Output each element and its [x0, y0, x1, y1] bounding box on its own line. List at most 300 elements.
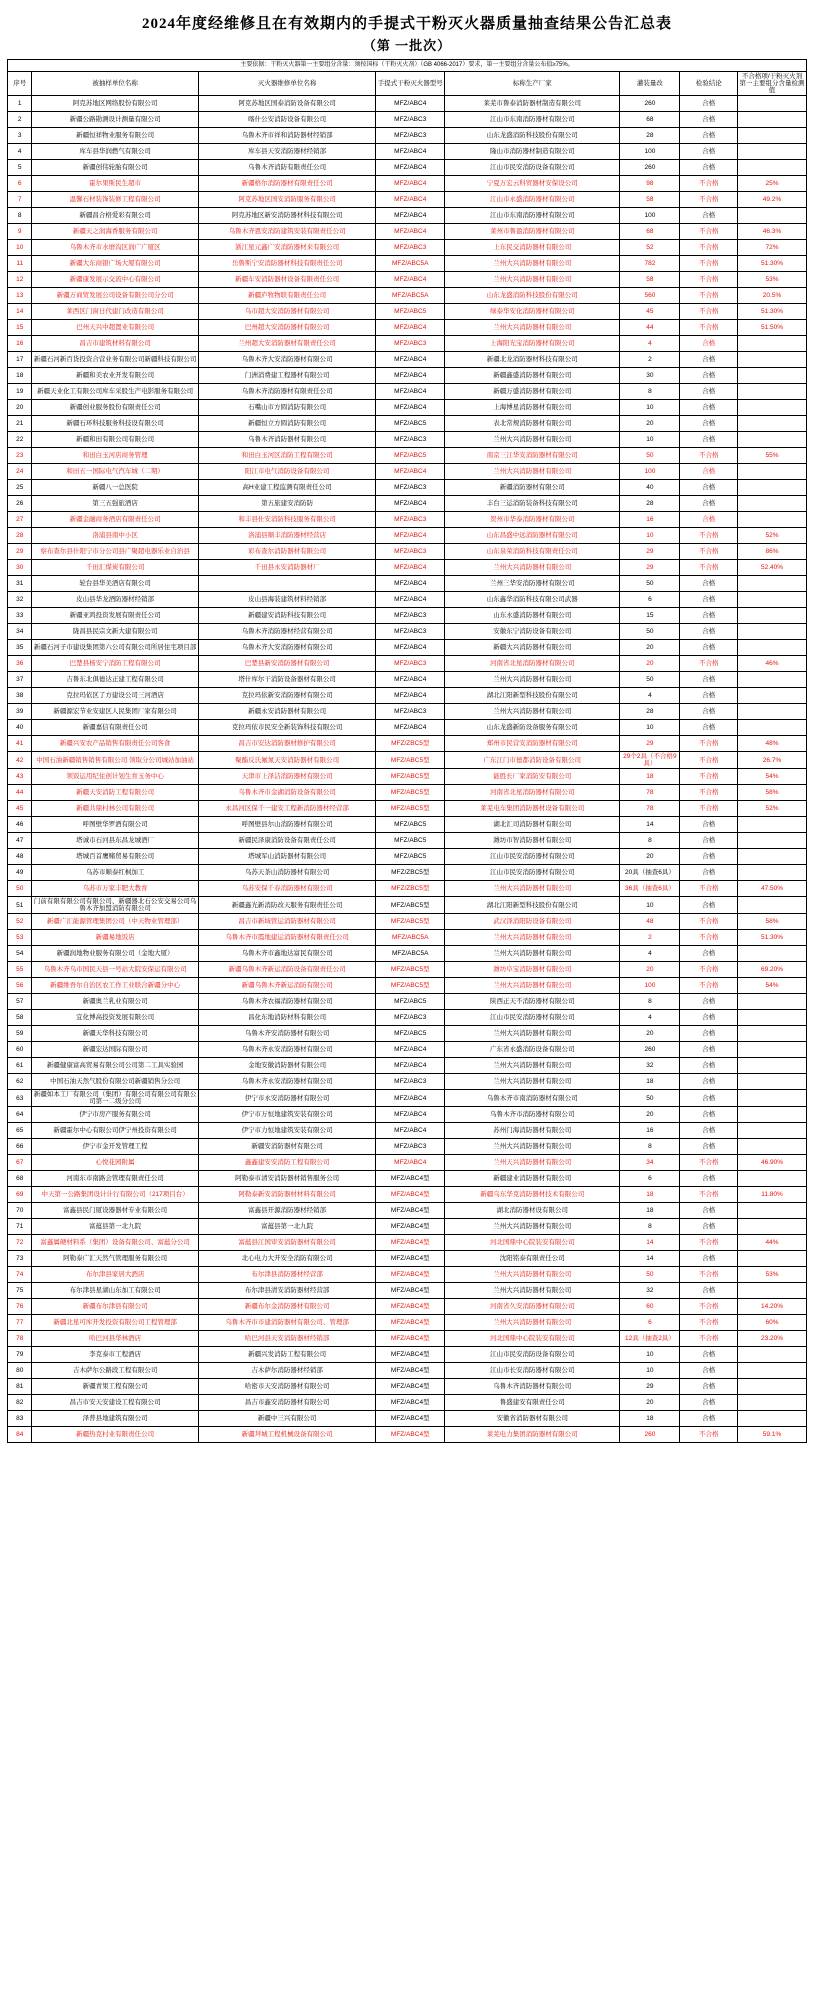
table-row: [8, 1411, 807, 1427]
cell-failed-item: 58%: [738, 785, 807, 801]
cell-quantity: 10: [620, 720, 680, 736]
table-row: [8, 416, 807, 432]
cell-maintenance-unit: 呼图壁县尔山消防器材有限公司: [198, 817, 376, 833]
cell-failed-item: 60%: [738, 1315, 807, 1331]
cell-failed-item: 54%: [738, 769, 807, 785]
cell-maintenance-unit: 新疆格尔消防器材有限责任公司: [198, 176, 376, 192]
table-row: [8, 496, 807, 512]
cell-failed-item: [738, 1171, 807, 1187]
cell-maintenance-unit: 阿克苏地区新安消防器材科技有限公司: [198, 208, 376, 224]
cell-manufacturer: 广东江门市德都消防设备有限公司: [445, 752, 620, 769]
cell-sampled-unit: 中国石油天然气股份有限公司新疆销售分公司: [32, 1074, 198, 1090]
cell-quantity: 29: [620, 544, 680, 560]
cell-failed-item: 14.20%: [738, 1299, 807, 1315]
cell-conclusion: 不合格: [680, 320, 738, 336]
cell-maintenance-unit: 乌鲁木齐市鑫地达富民有限公司: [198, 946, 376, 962]
cell-maintenance-unit: 乌苏安保千春消防器材有限公司: [198, 881, 376, 897]
cell-quantity: 8: [620, 1219, 680, 1235]
cell-model: MFZ/ABC3: [376, 432, 445, 448]
cell-manufacturer: 兰州大兴消防器材有限公司: [445, 946, 620, 962]
table-row: [8, 672, 807, 688]
table-row: [8, 704, 807, 720]
cell-row-no: 53: [8, 930, 32, 946]
cell-quantity: 10: [620, 528, 680, 544]
cell-row-no: 19: [8, 384, 32, 400]
cell-failed-item: [738, 592, 807, 608]
cell-quantity: 29: [620, 1379, 680, 1395]
cell-model: MFZ/ABC5: [376, 416, 445, 432]
cell-row-no: 65: [8, 1123, 32, 1139]
cell-manufacturer: 上东民交消防器材有限公司: [445, 240, 620, 256]
cell-quantity: 4: [620, 336, 680, 352]
table-row: [8, 432, 807, 448]
cell-row-no: 4: [8, 144, 32, 160]
col-header-maintenance-unit: 灭火器维修单位名称: [198, 72, 376, 96]
cell-failed-item: [738, 688, 807, 704]
cell-sampled-unit: 新疆布尔津县有限公司: [32, 1299, 198, 1315]
cell-manufacturer: 潍坊阜宝消防器材有限公司: [445, 962, 620, 978]
cell-quantity: 4: [620, 946, 680, 962]
cell-row-no: 30: [8, 560, 32, 576]
table-row: [8, 720, 807, 736]
cell-sampled-unit: 伊宁市房产服务有限公司: [32, 1107, 198, 1123]
cell-row-no: 55: [8, 962, 32, 978]
cell-row-no: 54: [8, 946, 32, 962]
cell-failed-item: [738, 208, 807, 224]
cell-row-no: 12: [8, 272, 32, 288]
cell-manufacturer: 兰州大兴消防器材有限公司: [445, 930, 620, 946]
cell-sampled-unit: 富鑫属硬材料系（集团）设备有限公司、富蕴分公司: [32, 1235, 198, 1251]
cell-failed-item: [738, 480, 807, 496]
cell-quantity: 30: [620, 368, 680, 384]
cell-manufacturer: 新疆万盛消防器材有限公司: [445, 384, 620, 400]
table-row: [8, 1395, 807, 1411]
cell-conclusion: 不合格: [680, 192, 738, 208]
cell-quantity: 29个2具（不合格9具）: [620, 752, 680, 769]
cell-maintenance-unit: 乌鲁木齐消防器材经营有限公司: [198, 624, 376, 640]
cell-manufacturer: 新疆北龙消防器材科技有限公司: [445, 352, 620, 368]
cell-row-no: 9: [8, 224, 32, 240]
cell-row-no: 48: [8, 849, 32, 865]
cell-sampled-unit: 乌苏市万家丰肥大教育: [32, 881, 198, 897]
cell-sampled-unit: 莱西区门窗日代建门改造有限公司: [32, 304, 198, 320]
cell-failed-item: 58%: [738, 914, 807, 930]
cell-quantity: 34: [620, 1155, 680, 1171]
cell-quantity: 16: [620, 1123, 680, 1139]
cell-maintenance-unit: 乌苏天茶山消防器材有限公司: [198, 865, 376, 881]
cell-maintenance-unit: 乌鲁木齐安消防器材有限公司: [198, 1026, 376, 1042]
cell-quantity: 260: [620, 160, 680, 176]
cell-quantity: 48: [620, 914, 680, 930]
cell-conclusion: 不合格: [680, 978, 738, 994]
cell-quantity: 60: [620, 1299, 680, 1315]
cell-conclusion: 合格: [680, 1203, 738, 1219]
cell-conclusion: 合格: [680, 1347, 738, 1363]
table-row: [8, 304, 807, 320]
table-row: [8, 176, 807, 192]
table-row: [8, 656, 807, 672]
cell-manufacturer: 新疆建业消防器材有限公司: [445, 1171, 620, 1187]
table-row: [8, 865, 807, 881]
table-row: [8, 817, 807, 833]
cell-manufacturer: 乌鲁木齐消防器材有限公司: [445, 1379, 620, 1395]
table-row: [8, 1379, 807, 1395]
table-row: [8, 112, 807, 128]
cell-failed-item: [738, 1379, 807, 1395]
cell-failed-item: [738, 96, 807, 112]
cell-row-no: 82: [8, 1395, 32, 1411]
table-row: [8, 272, 807, 288]
table-row: [8, 1251, 807, 1267]
cell-row-no: 69: [8, 1187, 32, 1203]
cell-sampled-unit: 新疆恒祥物业服务有限公司: [32, 128, 198, 144]
cell-manufacturer: 陕西正天不消防器材有限公司: [445, 994, 620, 1010]
table-row: [8, 801, 807, 817]
cell-maintenance-unit: 库车县天安消防器材经销部: [198, 144, 376, 160]
table-row: [8, 1123, 807, 1139]
cell-sampled-unit: 塔诚市石河县东昌龙城酒厂: [32, 833, 198, 849]
cell-model: MFZ/ABC4: [376, 592, 445, 608]
table-row: [8, 144, 807, 160]
cell-sampled-unit: 洛浦县南中小区: [32, 528, 198, 544]
cell-quantity: 782: [620, 256, 680, 272]
cell-maintenance-unit: 鑫鑫建安安消防工程有限公司: [198, 1155, 376, 1171]
cell-row-no: 36: [8, 656, 32, 672]
cell-row-no: 46: [8, 817, 32, 833]
cell-failed-item: [738, 672, 807, 688]
table-row: [8, 592, 807, 608]
cell-conclusion: 合格: [680, 1379, 738, 1395]
cell-row-no: 26: [8, 496, 32, 512]
cell-failed-item: [738, 624, 807, 640]
table-row: [8, 1203, 807, 1219]
cell-conclusion: 不合格: [680, 881, 738, 897]
cell-manufacturer: 湖北江阳新型科技股份有限公司: [445, 897, 620, 914]
cell-row-no: 31: [8, 576, 32, 592]
cell-manufacturer: 山东龙盛消防科技股份有限公司: [445, 128, 620, 144]
cell-maintenance-unit: 新疆拜城工程机械设备有限公司: [198, 1427, 376, 1443]
cell-maintenance-unit: 皮山县海装建筑材料经销部: [198, 592, 376, 608]
cell-quantity: 40: [620, 480, 680, 496]
cell-row-no: 76: [8, 1299, 32, 1315]
cell-failed-item: [738, 640, 807, 656]
cell-model: MFZ/ABC3: [376, 1010, 445, 1026]
cell-manufacturer: 兰州大兴消防器材有限公司: [445, 1058, 620, 1074]
cell-manufacturer: 苏州门海消防器材有限公司: [445, 1123, 620, 1139]
cell-quantity: 52: [620, 240, 680, 256]
table-row: [8, 624, 807, 640]
cell-quantity: 18: [620, 769, 680, 785]
cell-conclusion: 合格: [680, 1090, 738, 1107]
cell-maintenance-unit: 聚酯反氏氟氮天安消防器材有限公司: [198, 752, 376, 769]
cell-manufacturer: 江山市民安消防器材有限公司: [445, 865, 620, 881]
cell-conclusion: 不合格: [680, 656, 738, 672]
cell-maintenance-unit: 哈密市天安消防器材有限公司: [198, 1379, 376, 1395]
table-header-row: [8, 72, 807, 96]
cell-failed-item: 48%: [738, 736, 807, 752]
cell-manufacturer: 上海博星消防器材有限公司: [445, 400, 620, 416]
cell-quantity: 8: [620, 833, 680, 849]
cell-sampled-unit: 泽普县地建筑有限公司: [32, 1411, 198, 1427]
cell-manufacturer: 江山市民安消防设备有限公司: [445, 1347, 620, 1363]
cell-maintenance-unit: 哈巴河县天安消防器材经销部: [198, 1331, 376, 1347]
cell-manufacturer: 兰州大兴消防器材有限公司: [445, 1283, 620, 1299]
cell-failed-item: [738, 1090, 807, 1107]
cell-conclusion: 合格: [680, 817, 738, 833]
cell-quantity: 10: [620, 432, 680, 448]
cell-maintenance-unit: 富鑫县开源消防器材经销部: [198, 1203, 376, 1219]
cell-sampled-unit: 克拉玛依区了方建设公司三河酒店: [32, 688, 198, 704]
table-row: [8, 736, 807, 752]
cell-conclusion: 不合格: [680, 914, 738, 930]
cell-conclusion: 合格: [680, 432, 738, 448]
cell-model: MFZ/ABC5: [376, 448, 445, 464]
cell-conclusion: 合格: [680, 592, 738, 608]
cell-manufacturer: 江山市东南消防器材有限公司: [445, 112, 620, 128]
cell-manufacturer: 江山市民安消防设备有限公司: [445, 160, 620, 176]
cell-row-no: 66: [8, 1139, 32, 1155]
cell-manufacturer: 新疆鑫盛消防器材有限公司: [445, 368, 620, 384]
cell-sampled-unit: 新疆维吾尔自治区农工作工业联合新疆分中心: [32, 978, 198, 994]
cell-failed-item: 51.30%: [738, 304, 807, 320]
cell-conclusion: 合格: [680, 704, 738, 720]
table-row: [8, 208, 807, 224]
cell-manufacturer: 上海阳光宝消防器材有限公司: [445, 336, 620, 352]
cell-row-no: 62: [8, 1074, 32, 1090]
cell-model: MFZ/ABC4型: [376, 1219, 445, 1235]
cell-manufacturer: 兰州大兴消防器材有限公司: [445, 432, 620, 448]
cell-row-no: 35: [8, 640, 32, 656]
table-row: [8, 528, 807, 544]
cell-quantity: 18: [620, 1411, 680, 1427]
table-row: [8, 1331, 807, 1347]
cell-maintenance-unit: 伊宁市万恒地建筑安装有限公司: [198, 1107, 376, 1123]
cell-quantity: 4: [620, 688, 680, 704]
cell-failed-item: [738, 946, 807, 962]
cell-manufacturer: 兰州大兴消防器材有限公司: [445, 1026, 620, 1042]
cell-conclusion: 合格: [680, 352, 738, 368]
cell-failed-item: [738, 576, 807, 592]
cell-sampled-unit: 新疆共鼎村林公司有限公司: [32, 801, 198, 817]
cell-sampled-unit: 中天第一公路集团设计计行有限公司（217项目台）: [32, 1187, 198, 1203]
cell-conclusion: 合格: [680, 1139, 738, 1155]
cell-model: MFZ/ABC4型: [376, 1395, 445, 1411]
cell-conclusion: 合格: [680, 464, 738, 480]
cell-model: MFZ/ABC3: [376, 336, 445, 352]
table-row: [8, 640, 807, 656]
table-row: [8, 400, 807, 416]
cell-sampled-unit: 布尔津县星湖山东加工有限公司: [32, 1283, 198, 1299]
table-row: [8, 224, 807, 240]
cell-sampled-unit: 布尔津县家居大酒店: [32, 1267, 198, 1283]
cell-manufacturer: 兰州大兴消防器材有限公司: [445, 978, 620, 994]
cell-sampled-unit: 新疆天业化工有限公司库车采股生产电影服务有限公司: [32, 384, 198, 400]
table-row: [8, 288, 807, 304]
cell-quantity: 78: [620, 801, 680, 817]
cell-manufacturer: 武汉泽消阳防设备有限公司: [445, 914, 620, 930]
cell-quantity: 36具（抽查6具）: [620, 881, 680, 897]
cell-row-no: 67: [8, 1155, 32, 1171]
cell-quantity: 29: [620, 560, 680, 576]
cell-model: MFZ/ABC4型: [376, 1347, 445, 1363]
cell-conclusion: 合格: [680, 576, 738, 592]
cell-quantity: 260: [620, 96, 680, 112]
cell-failed-item: [738, 1010, 807, 1026]
cell-row-no: 39: [8, 704, 32, 720]
cell-sampled-unit: 新疆嘉信有限责任公司: [32, 720, 198, 736]
table-row: [8, 1299, 807, 1315]
cell-maintenance-unit: 新疆恒立方圆消防有限公司: [198, 416, 376, 432]
cell-manufacturer: 贺州市华泰消防器材有限公司: [445, 512, 620, 528]
cell-quantity: 20: [620, 1395, 680, 1411]
col-header-sampled-unit: 被抽样单位名称: [32, 72, 198, 96]
cell-model: MFZ/ABC3: [376, 544, 445, 560]
cell-maintenance-unit: 巴州超大安消防器材有限公司: [198, 320, 376, 336]
cell-failed-item: 86%: [738, 544, 807, 560]
table-row: [8, 1267, 807, 1283]
cell-manufacturer: 鲁盛建安有限责任公司: [445, 1395, 620, 1411]
cell-conclusion: 合格: [680, 1107, 738, 1123]
cell-model: MFZ/ABC4: [376, 352, 445, 368]
cell-conclusion: 合格: [680, 1042, 738, 1058]
cell-quantity: 58: [620, 192, 680, 208]
cell-manufacturer: 湖北汇司消防器材有限公司: [445, 817, 620, 833]
cell-conclusion: 合格: [680, 368, 738, 384]
cell-quantity: 98: [620, 176, 680, 192]
cell-quantity: 50: [620, 1267, 680, 1283]
table-row: [8, 96, 807, 112]
cell-maintenance-unit: 石嘴山市方圆消防有限公司: [198, 400, 376, 416]
cell-conclusion: 合格: [680, 624, 738, 640]
cell-sampled-unit: 新疆金融商务酒店有限责任公司: [32, 512, 198, 528]
cell-sampled-unit: 新疆创业服务股份有限责任公司: [32, 400, 198, 416]
cell-model: MFZ/ABC5A: [376, 946, 445, 962]
cell-quantity: 2: [620, 352, 680, 368]
cell-row-no: 50: [8, 881, 32, 897]
cell-sampled-unit: 新疆天安消防工程有限公司: [32, 785, 198, 801]
table-row: [8, 560, 807, 576]
cell-maintenance-unit: 昌化东地消防材科有限公司: [198, 1010, 376, 1026]
cell-model: MFZ/ABC4型: [376, 1299, 445, 1315]
cell-conclusion: 不合格: [680, 1315, 738, 1331]
cell-model: MFZ/ABC4: [376, 272, 445, 288]
cell-maintenance-unit: 乌鲁木齐永安消防器材有限公司: [198, 1074, 376, 1090]
cell-quantity: 6: [620, 592, 680, 608]
cell-sampled-unit: 领饭运用纪住创计划生育玉务中心: [32, 769, 198, 785]
cell-failed-item: 52%: [738, 801, 807, 817]
cell-manufacturer: 莱芜电车集团消防器材设备有限公司: [445, 801, 620, 817]
table-row: [8, 785, 807, 801]
cell-conclusion: 合格: [680, 688, 738, 704]
cell-row-no: 60: [8, 1042, 32, 1058]
cell-conclusion: 合格: [680, 833, 738, 849]
cell-model: MFZ/ABC4: [376, 640, 445, 656]
cell-row-no: 73: [8, 1251, 32, 1267]
cell-sampled-unit: 新疆青果工程有限公司: [32, 1379, 198, 1395]
cell-sampled-unit: 陇昌县民宗文新大建有限公司: [32, 624, 198, 640]
cell-conclusion: 合格: [680, 720, 738, 736]
cell-row-no: 14: [8, 304, 32, 320]
table-row: [8, 544, 807, 560]
table-row: [8, 1347, 807, 1363]
cell-quantity: 20: [620, 962, 680, 978]
cell-maintenance-unit: 第五旅建安消防防: [198, 496, 376, 512]
cell-row-no: 16: [8, 336, 32, 352]
cell-row-no: 68: [8, 1171, 32, 1187]
cell-quantity: 4: [620, 1010, 680, 1026]
cell-model: MFZ/ABC3: [376, 112, 445, 128]
cell-quantity: 50: [620, 576, 680, 592]
cell-manufacturer: 兰州大兴消防器材有限公司: [445, 1219, 620, 1235]
cell-conclusion: 合格: [680, 480, 738, 496]
cell-manufacturer: 兰州三华安消防器材有限公司: [445, 576, 620, 592]
cell-maintenance-unit: 伊宁市力恒地建筑安装有限公司: [198, 1123, 376, 1139]
cell-conclusion: 合格: [680, 1010, 738, 1026]
cell-sampled-unit: 中国石油新疆销售销售有限公司 领取分公司城站加油站: [32, 752, 198, 769]
cell-quantity: 58: [620, 272, 680, 288]
cell-failed-item: 53%: [738, 1267, 807, 1283]
cell-manufacturer: 兰州大兴消防器材有限公司: [445, 1139, 620, 1155]
cell-manufacturer: 安徽省消防器材有限公司: [445, 1411, 620, 1427]
cell-maintenance-unit: 乌鲁木齐市金湖消防设备有限公司: [198, 785, 376, 801]
cell-quantity: 44: [620, 320, 680, 336]
cell-conclusion: 合格: [680, 1283, 738, 1299]
cell-row-no: 41: [8, 736, 32, 752]
table-row: [8, 1042, 807, 1058]
cell-failed-item: 52%: [738, 528, 807, 544]
cell-failed-item: 46.3%: [738, 224, 807, 240]
cell-manufacturer: 莱芜电力集团消防器材有限公司: [445, 1427, 620, 1443]
cell-quantity: 28: [620, 128, 680, 144]
cell-row-no: 24: [8, 464, 32, 480]
cell-failed-item: 25%: [738, 176, 807, 192]
cell-manufacturer: 郑州市民营安消防器材有限公司: [445, 736, 620, 752]
table-row: [8, 978, 807, 994]
cell-row-no: 83: [8, 1411, 32, 1427]
cell-row-no: 57: [8, 994, 32, 1010]
cell-row-no: 51: [8, 897, 32, 914]
cell-manufacturer: 丰台三运消防装备科技有限公司: [445, 496, 620, 512]
cell-quantity: 260: [620, 1427, 680, 1443]
table-row: [8, 914, 807, 930]
cell-quantity: 18: [620, 1074, 680, 1090]
cell-conclusion: 合格: [680, 1074, 738, 1090]
cell-quantity: 100: [620, 144, 680, 160]
cell-row-no: 8: [8, 208, 32, 224]
cell-failed-item: 69.20%: [738, 962, 807, 978]
cell-quantity: 78: [620, 785, 680, 801]
cell-failed-item: 49.2%: [738, 192, 807, 208]
cell-sampled-unit: 新疆八一总医院: [32, 480, 198, 496]
cell-maintenance-unit: 乌鲁木齐消防器材有限公司: [198, 432, 376, 448]
cell-sampled-unit: 新疆康发展示交流中心有限公司: [32, 272, 198, 288]
cell-model: MFZ/ABC3: [376, 704, 445, 720]
cell-conclusion: 合格: [680, 144, 738, 160]
cell-quantity: 15: [620, 608, 680, 624]
cell-model: MFZ/ABC5型: [376, 962, 445, 978]
cell-row-no: 40: [8, 720, 32, 736]
cell-sampled-unit: 乌苏市顺泰红枫加工: [32, 865, 198, 881]
cell-manufacturer: 河南省北星消防器材有限公司: [445, 785, 620, 801]
table-row: [8, 160, 807, 176]
cell-model: MFZ/ABC5: [376, 1026, 445, 1042]
cell-row-no: 81: [8, 1379, 32, 1395]
cell-row-no: 80: [8, 1363, 32, 1379]
cell-sampled-unit: 塔城百首鹰赌贸易有限公司: [32, 849, 198, 865]
cell-failed-item: [738, 368, 807, 384]
cell-maintenance-unit: 金地安徽消防器材有限公司: [198, 1058, 376, 1074]
cell-manufacturer: 兰州大兴消防器材有限公司: [445, 560, 620, 576]
